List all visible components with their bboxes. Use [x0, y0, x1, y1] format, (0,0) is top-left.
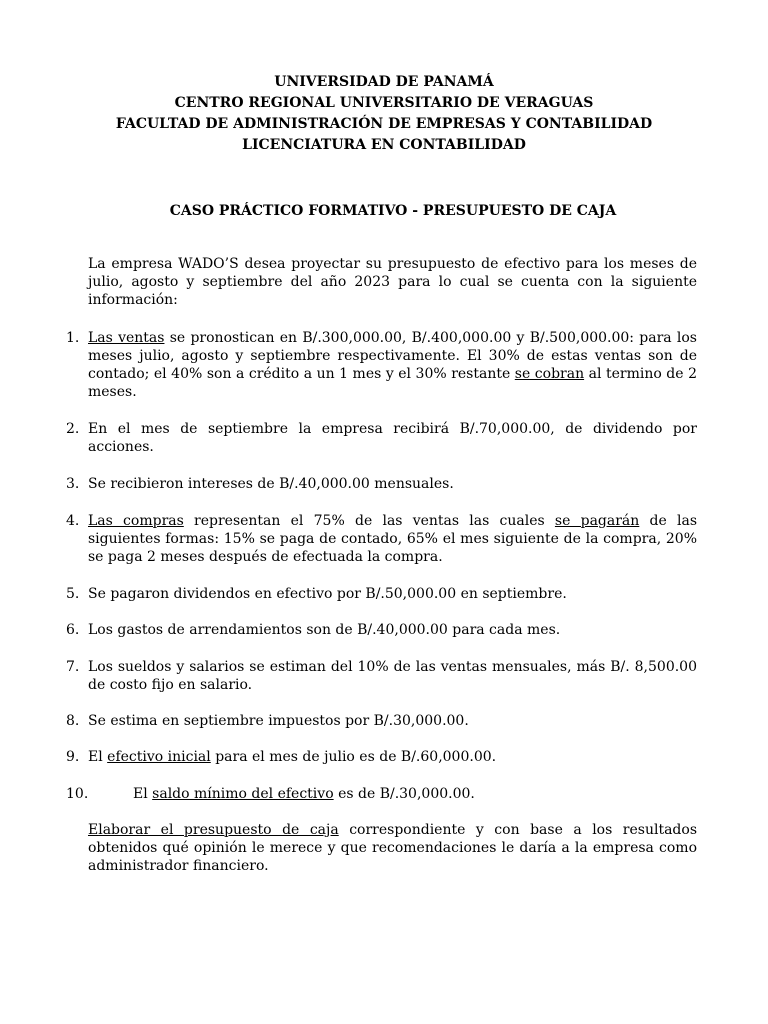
list-item-text [88, 748, 697, 766]
text-segment: para el mes de julio es de B/.60,000.00. [210, 749, 497, 765]
list-item-1 [66, 329, 697, 401]
degree-name: LICENCIATURA EN CONTABILIDAD [242, 137, 526, 153]
list-item-3 [66, 475, 697, 493]
list-item-number: 3. [66, 476, 80, 492]
regional-center: CENTRO REGIONAL UNIVERSITARIO DE VERAGUAS [174, 95, 594, 111]
text-segment: de las siguientes formas: 15% se paga de contado, 65% el mes siguiente de la compra, 20% se paga 2 meses después de efectuada la compra. [88, 513, 698, 565]
underlined-term: efectivo inicial [107, 749, 211, 765]
list-item-number: 8. [66, 713, 80, 729]
underlined-term: Las ventas [88, 330, 165, 346]
document-header [0, 72, 768, 156]
list-item-10 [66, 785, 697, 803]
list-item-number: 2. [66, 421, 80, 437]
text-segment: es de B/.30,000.00. [333, 786, 475, 802]
intro-paragraph: La empresa WADO’S desea proyectar su presupuesto de efectivo para los meses de julio, agosto y septiembre del año 2023 para lo cual se cuenta con la siguiente información: [88, 256, 697, 308]
underlined-term: saldo mínimo del efectivo [152, 786, 334, 802]
case-title: CASO PRÁCTICO FORMATIVO - PRESUPUESTO DE CAJA [169, 203, 617, 219]
list-item-text [88, 329, 697, 401]
list-item-text: En el mes de septiembre la empresa recibirá B/.70,000.00, de dividendo por acciones. [88, 421, 697, 455]
list-item-text: Se pagaron dividendos en efectivo por B/.50,000.00 en septiembre. [88, 586, 567, 602]
list-item-number: 1. [66, 330, 80, 346]
text-segment: representan el 75% de las ventas las cuales [183, 513, 555, 529]
closing-paragraph [88, 821, 697, 875]
list-item-6 [66, 621, 697, 639]
list-item-text: Se recibieron intereses de B/.40,000.00 mensuales. [88, 476, 454, 492]
faculty-name: FACULTAD DE ADMINISTRACIÓN DE EMPRESAS Y CONTABILIDAD [115, 116, 653, 132]
underlined-term: se pagarán [554, 513, 640, 529]
text-segment: se pronostican en B/.300,000.00, B/.400,000.00 y B/.500,000.00: para los meses julio, agosto y septiembre respectivamente. El 30% de estas ventas son de contado; el 40% son a crédito a un 1 mes y el 30% restante [88, 330, 697, 382]
underlined-term: Elaborar el presupuesto de caja [88, 822, 339, 838]
list-item-number: 6. [66, 622, 80, 638]
list-item-number: 7. [66, 659, 80, 675]
list-item-number: 9. [66, 749, 80, 765]
list-item-2 [66, 420, 697, 456]
text-segment: El [133, 786, 153, 802]
list-item-text: Se estima en septiembre impuestos por B/.30,000.00. [88, 713, 469, 729]
list-item-text [88, 512, 697, 566]
text-segment: correspondiente y con base a los resultados obtenidos qué opinión le merece y que recomendaciones le daría a la empresa como administrador financiero. [88, 822, 698, 874]
list-item-number: 10. [66, 786, 89, 802]
list-item-text [133, 785, 697, 803]
text-segment: al termino de 2 meses. [88, 366, 697, 400]
list-item-8 [66, 712, 697, 730]
underlined-term: se cobran [514, 366, 585, 382]
text-segment: El [88, 749, 108, 765]
university-name: UNIVERSIDAD DE PANAMÁ [274, 74, 494, 90]
list-item-7 [66, 658, 697, 694]
list-item-5 [66, 585, 697, 603]
list-item-text: Los gastos de arrendamientos son de B/.40,000.00 para cada mes. [88, 622, 561, 638]
list-item-9 [66, 748, 697, 766]
list-item-number: 4. [66, 513, 80, 529]
list-item-text: Los sueldos y salarios se estiman del 10% de las ventas mensuales, más B/. 8,500.00 de costo fijo en salario. [88, 659, 697, 693]
underlined-term: Las compras [88, 513, 184, 529]
list-item-4 [66, 512, 697, 566]
list-item-number: 5. [66, 586, 80, 602]
